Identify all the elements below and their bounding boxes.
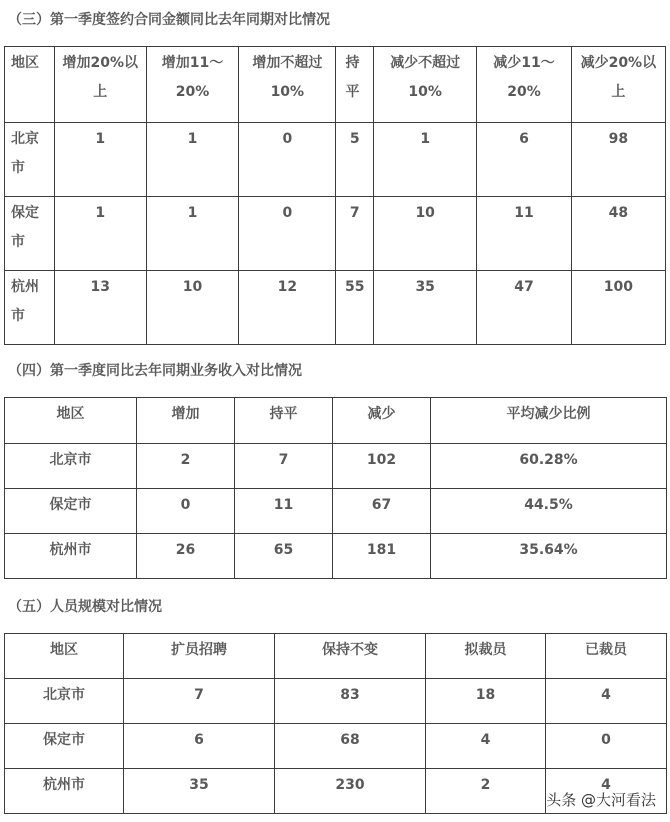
table-cell: 1	[373, 123, 476, 197]
table-cell: 60.28%	[431, 444, 667, 489]
section3-header-cell: 减少11～20%	[477, 47, 571, 123]
table-cell: 100	[571, 271, 665, 345]
watermark: 头条 @大河看法	[546, 791, 656, 809]
table-cell: 48	[571, 197, 665, 271]
table-cell: 13	[54, 271, 146, 345]
table-cell: 1	[146, 123, 238, 197]
section4-header-cell: 平均减少比例	[431, 398, 667, 444]
table-cell: 0	[239, 123, 336, 197]
table-row	[5, 444, 667, 489]
table-cell: 55	[336, 271, 374, 345]
table-cell: 47	[477, 271, 571, 345]
section3-header-cell: 增加20%以上	[54, 47, 146, 123]
table-cell: 保定市	[5, 489, 137, 534]
table-cell: 1	[54, 123, 146, 197]
section4-header-cell: 增加	[137, 398, 235, 444]
table-cell: 26	[137, 534, 235, 579]
section4-header-cell: 持平	[235, 398, 333, 444]
table-cell: 1	[54, 197, 146, 271]
table-cell: 35	[373, 271, 476, 345]
section5-header-cell: 地区	[5, 634, 124, 679]
table-row	[5, 197, 666, 271]
table-cell: 2	[426, 769, 546, 814]
table-row	[5, 679, 667, 724]
section5-header-cell: 已裁员	[546, 634, 667, 679]
section4-header-cell: 地区	[5, 398, 137, 444]
table-row	[5, 123, 666, 197]
section3-table	[4, 46, 666, 345]
table-cell: 北京市	[5, 679, 124, 724]
table-cell: 杭州市	[5, 534, 137, 579]
section5-header-row	[5, 634, 667, 679]
table-cell: 67	[333, 489, 431, 534]
table-cell: 83	[275, 679, 426, 724]
table-cell: 11	[477, 197, 571, 271]
table-row	[5, 489, 667, 534]
section3-header-cell: 增加11～20%	[146, 47, 238, 123]
table-cell: 98	[571, 123, 665, 197]
table-cell: 68	[275, 724, 426, 769]
table-cell: 北京市	[5, 123, 55, 197]
table-cell: 35.64%	[431, 534, 667, 579]
table-cell: 北京市	[5, 444, 137, 489]
section5-title: （五）人员规模对比情况	[8, 599, 162, 615]
table-cell: 35	[124, 769, 275, 814]
table-cell: 1	[146, 197, 238, 271]
table-cell: 2	[137, 444, 235, 489]
table-cell: 7	[124, 679, 275, 724]
table-cell: 18	[426, 679, 546, 724]
section5-header-cell: 扩员招聘	[124, 634, 275, 679]
section3-header-cell: 地区	[5, 47, 55, 123]
table-cell: 4	[426, 724, 546, 769]
section3-title: （三）第一季度签约合同金额同比去年同期对比情况	[8, 12, 330, 28]
table-cell: 0	[546, 724, 667, 769]
table-cell: 7	[336, 197, 374, 271]
table-cell: 102	[333, 444, 431, 489]
table-cell: 44.5%	[431, 489, 667, 534]
table-cell: 6	[477, 123, 571, 197]
table-row	[5, 724, 667, 769]
section4-header-cell: 减少	[333, 398, 431, 444]
table-cell: 65	[235, 534, 333, 579]
table-cell: 5	[336, 123, 374, 197]
table-cell: 230	[275, 769, 426, 814]
table-cell: 杭州市	[5, 769, 124, 814]
table-cell: 杭州市	[5, 271, 55, 345]
section3-header-row	[5, 47, 666, 123]
table-cell: 6	[124, 724, 275, 769]
section3-header-cell: 增加不超过10%	[239, 47, 336, 123]
section5-header-cell: 拟裁员	[426, 634, 546, 679]
table-cell: 0	[239, 197, 336, 271]
table-cell: 保定市	[5, 724, 124, 769]
section3-header-cell: 持平	[336, 47, 374, 123]
section4-header-row	[5, 398, 667, 444]
section5-table	[4, 633, 667, 814]
table-cell: 181	[333, 534, 431, 579]
section3-header-cell: 减少20%以上	[571, 47, 665, 123]
table-row	[5, 534, 667, 579]
table-cell: 12	[239, 271, 336, 345]
table-cell: 4	[546, 679, 667, 724]
table-cell: 7	[235, 444, 333, 489]
section4-title: （四）第一季度同比去年同期业务收入对比情况	[8, 363, 302, 379]
section4-table	[4, 397, 667, 579]
section3-header-cell: 减少不超过10%	[373, 47, 476, 123]
table-cell: 10	[373, 197, 476, 271]
table-cell: 11	[235, 489, 333, 534]
table-row	[5, 271, 666, 345]
section5-header-cell: 保持不变	[275, 634, 426, 679]
table-cell: 保定市	[5, 197, 55, 271]
table-cell: 10	[146, 271, 238, 345]
table-cell: 0	[137, 489, 235, 534]
table-cell: 4	[546, 769, 667, 814]
